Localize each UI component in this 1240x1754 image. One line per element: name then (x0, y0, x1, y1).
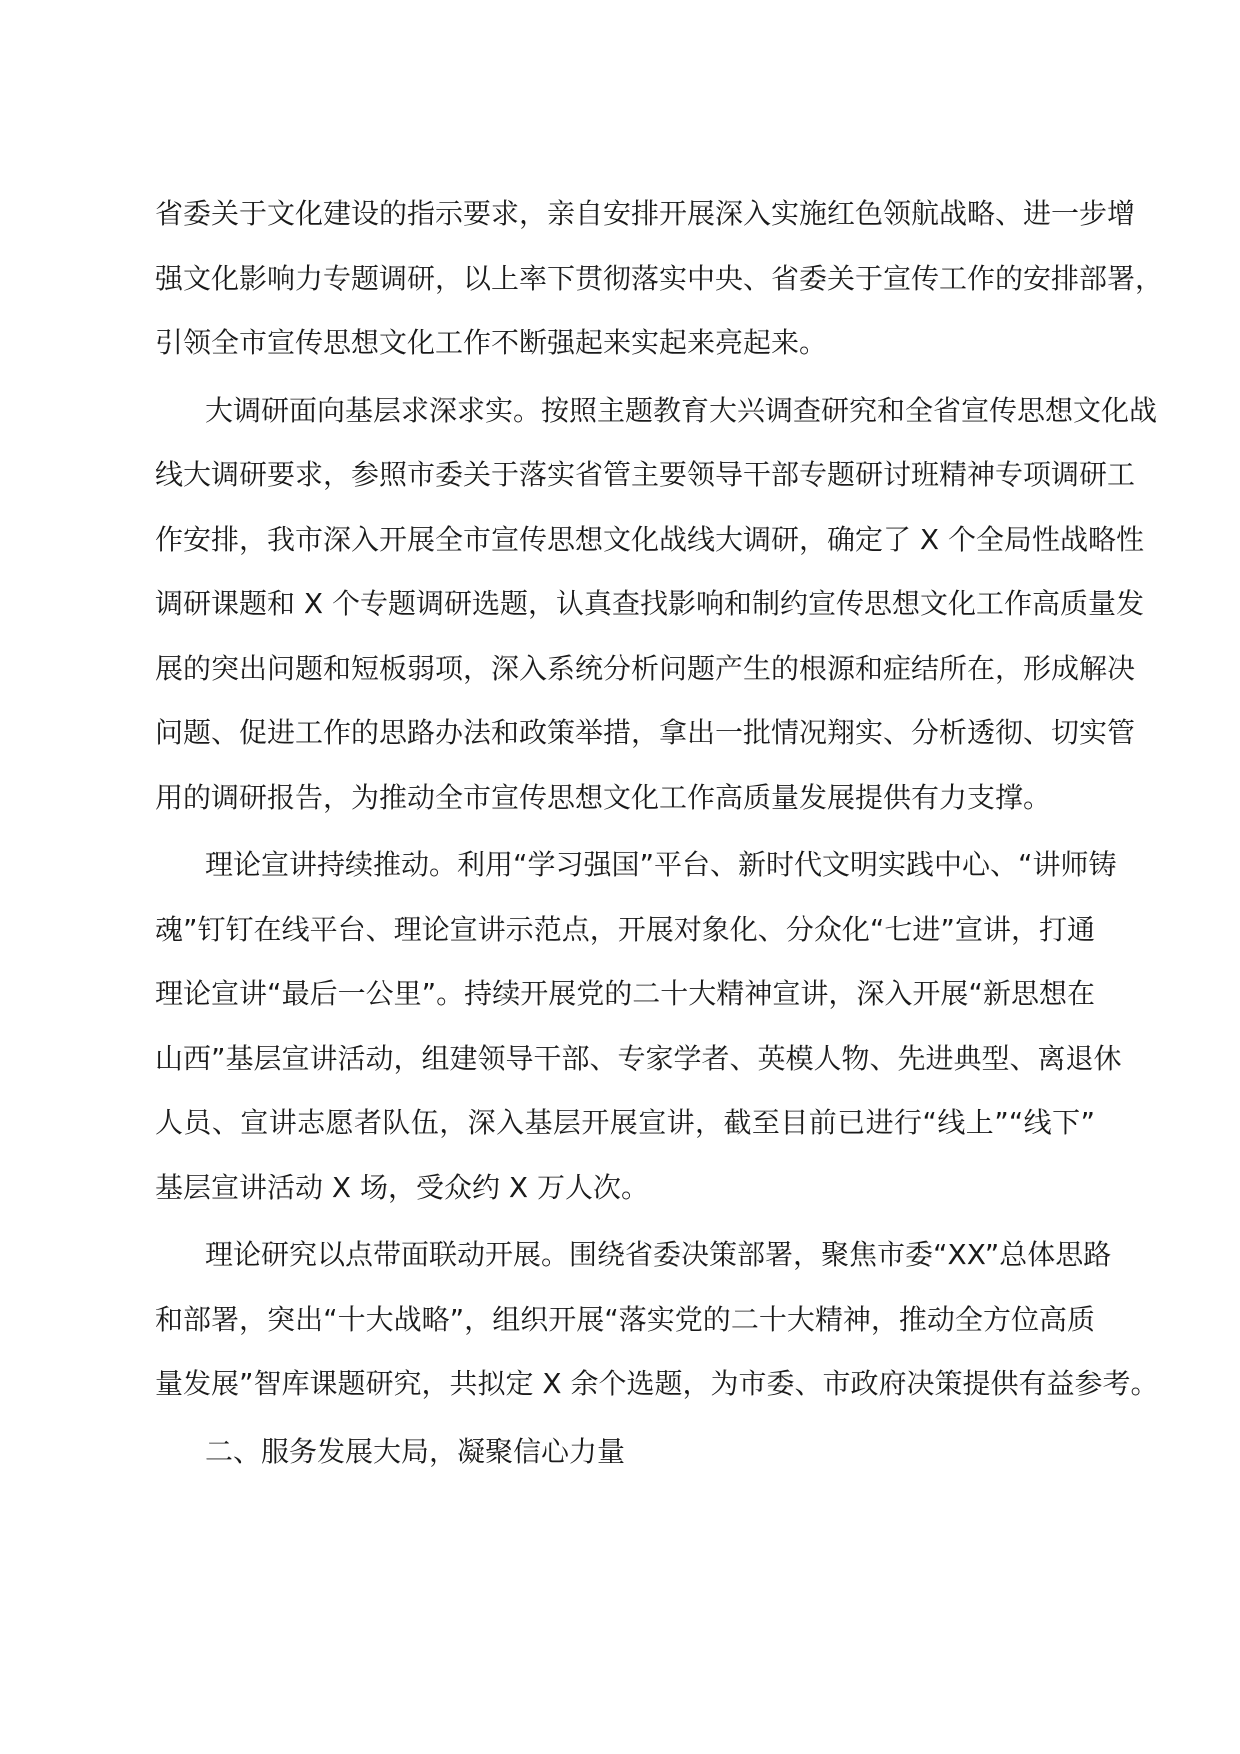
text-line: 大调研面向基层求深求实。按照主题教育大兴调查研究和全省宣传思想文化战 (205, 393, 1158, 427)
document-body (155, 182, 1164, 1487)
text-line: 用的调研报告，为推动全市宣传思想文化工作高质量发展提供有力支撑。 (155, 780, 1052, 814)
text-line: 基层宣讲活动 X 场，受众约 X 万人次。 (155, 1170, 649, 1204)
text-line: 和部署，突出“十大战略”，组织开展“落实党的二十大精神，推动全方位高质 (155, 1302, 1095, 1336)
text-line: 问题、促进工作的思路办法和政策举措，拿出一批情况翔实、分析透彻、切实管 (155, 716, 1136, 749)
text-line: 省委关于文化建设的指示要求，亲自安排开展深入实施红色领航战略、进一步增 (155, 197, 1136, 230)
heading-text: 二、服务发展大局，凝聚信心力量 (205, 1434, 626, 1468)
paragraph-theory-research (155, 1223, 1159, 1417)
text-line: 作安排，我市深入开展全市宣传思想文化战线大调研，确定了 X 个全局性战略性 (155, 522, 1144, 556)
paragraph-culture-leadership (155, 182, 1164, 376)
text-line: 强文化影响力专题调研，以上率下贯彻落实中央、省委关于宣传工作的安排部署， (155, 261, 1164, 295)
text-line: 引领全市宣传思想文化工作不断强起来实起来亮起来。 (155, 326, 828, 359)
text-line: 理论宣讲“最后一公里”。持续开展党的二十大精神宣讲，深入开展“新思想在 (155, 977, 1095, 1010)
text-line: 人员、宣讲志愿者队伍，深入基层开展宣讲，截至目前已进行“线上”“线下” (155, 1106, 1095, 1139)
text-line: 理论研究以点带面联动开展。围绕省委决策部署，聚焦市委“XX”总体思路 (205, 1238, 1112, 1271)
text-line: 理论宣讲持续推动。利用“学习强国”平台、新时代文明实践中心、“讲师铸 (205, 848, 1117, 881)
section-heading (155, 1420, 1095, 1485)
text-line: 调研课题和 X 个专题调研选题，认真查找影响和制约宣传思想文化工作高质量发 (155, 587, 1144, 620)
text-line: 线大调研要求，参照市委关于落实省管主要领导干部专题研讨班精神专项调研工 (155, 458, 1136, 491)
text-line: 魂”钉钉在线平台、理论宣讲示范点，开展对象化、分众化“七进”宣讲，打通 (155, 912, 1095, 946)
text-line: 量发展”智库课题研究，共拟定 X 余个选题，为市委、市政府决策提供有益参考。 (155, 1367, 1159, 1400)
paragraph-theory-lectures (155, 833, 1122, 1220)
paragraph-grassroots-research (155, 379, 1158, 831)
text-line: 展的突出问题和短板弱项，深入系统分析问题产生的根源和症结所在，形成解决 (155, 651, 1136, 685)
text-line: 山西”基层宣讲活动，组建领导干部、专家学者、英模人物、先进典型、离退休 (155, 1041, 1122, 1075)
